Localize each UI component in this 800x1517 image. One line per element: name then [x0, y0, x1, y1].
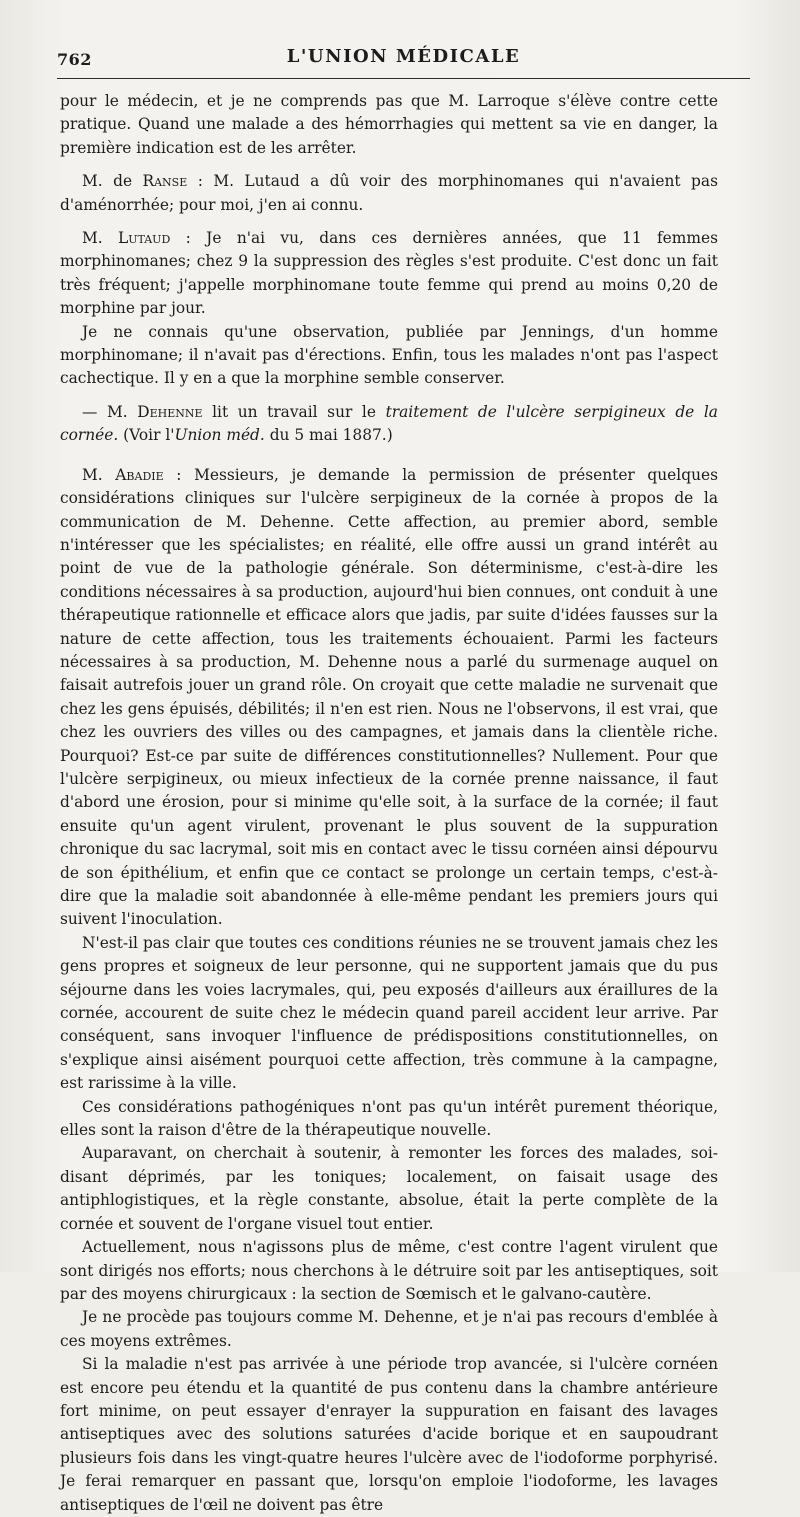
paragraph-dehenne	[60, 401, 718, 448]
paragraph-abadie	[60, 464, 718, 932]
paragraph-conditions: N'est-il pas clair que toutes ces conditions réunies ne se trouvent jamais chez les gens propres et soigneux de leur personne, qui ne supportent jamais que du pus séjourne dans les voies lacrymales, qui, peu exposés d'ailleurs aux éraillures de la cornée, accourent de suite chez le médecin quand pareil accident leur arrive. Par conséquent, sans invoquer l'influence de prédispositions constitutionnelles, on s'explique ainsi aisément pourquoi cette affection, très commune à la campagne, est rarissime à la ville.	[60, 933, 718, 1093]
paragraph-currently: Actuellement, nous n'agissons plus de même, c'est contre l'agent virulent que sont dirigés nos efforts; nous cherchons à le détruire soit par les antiseptiques, soit par des moyens chirurgicaux : la section de Sœmisch et le galvano-cautère.	[60, 1238, 718, 1303]
paragraph-pathogeny: Ces considérations pathogéniques n'ont pas qu'un intérêt purement théorique, elles sont la raison d'être de la thérapeutique nouvelle.	[60, 1097, 718, 1140]
paragraph-text: du 5 mai 1887.)	[269, 426, 393, 445]
paragraph-text: : Messieurs, je demande la permission de présenter quelques considérations cliniques sur l'ulcère serpigineux de la cornée à propos de la communication de M. Dehenne. Cette affection, au premier abord, semble n'intéresser que les spécialistes; en réalité, elle offre aussi un grand intérêt au point de vue de la pathologie générale. Son déterminisme, c'est-à-dire les conditions nécessaires à sa production, aujourd'hui bien connues, ont conduit à une thérapeutique rationnelle et efficace alors que jadis, par suite d'idées fausses sur la nature de cette affection, tous les traitements échouaient. Parmi les facteurs nécessaires à sa production, M. Dehenne nous a parlé du surmenage auquel on faisait autrefois jouer un grand rôle. On croyait que cette maladie ne survenait que chez les gens épuisés, débilités; il n'en est rien. Nous ne l'observons, il est vrai, que chez les ouvriers des villes ou des campagnes, et jamais dans la clientèle riche. Pourquoi? Est-ce par suite de différences constitutionnelles? Nullement. Pour que l'ulcère serpigineux, ou mieux infectieux de la cornée prenne naissance, il faut d'abord une érosion, pour si minime qu'elle soit, à la surface de la cornée; il faut ensuite qu'un agent virulent, provenant le plus souvent de la suppuration chronique du sac lacrymal, soit mis en contact avec le tissu cornéen ainsi dépourvu de son épithélium, et enfin que ce contact se prolonge un certain temps, c'est-à-dire que la maladie soit abandonnée à elle-même pendant les premiers jours qui suivent l'inoculation.	[60, 465, 718, 929]
page-header	[57, 46, 750, 79]
body-text	[60, 90, 718, 1517]
paragraph-text: lit un travail sur le	[212, 402, 376, 421]
speaker-prefix: M. de	[82, 172, 133, 191]
speaker-prefix: — M.	[82, 402, 128, 421]
paragraph-text: : M. Lutaud a dû voir des morphinomanes qui n'avaient pas d'aménorrhée; pour moi, j'en ai connu.	[60, 172, 718, 214]
speaker-name: Abadie	[115, 465, 164, 484]
paragraph-continuation: pour le médecin, et je ne comprends pas que M. Larroque s'élève contre cette pratique. Quand une malade a des hémorrhagies qui mettent sa vie en danger, la première indication est de les arrêter.	[60, 92, 718, 157]
speaker-name: Lutaud	[118, 229, 171, 248]
paragraph-treatment: Si la maladie n'est pas arrivée à une période trop avancée, si l'ulcère cornéen est encore peu étendu et la quantité de pus contenu dans la chambre antérieure fort minime, on peut essayer d'enrayer la suppuration en faisant des lavages antiseptiques avec des solutions saturées d'acide borique et en saupoudrant plusieurs fois dans les vingt-quatre heures l'ulcère avec de l'iodoforme porphyrisé. Je ferai remarquer en passant que, lorsqu'on emploie l'iodoforme, les lavages antiseptiques de l'œil ne doivent pas être	[60, 1355, 718, 1514]
page-number: 762	[57, 50, 92, 69]
paragraph-previously: Auparavant, on cherchait à soutenir, à remonter les forces des malades, soi-disant déprimés, par les toniques; localement, on faisait usage des antiphlogistiques, et la règle constante, absolue, était la perte complète de la cornée et souvent de l'organe visuel tout entier.	[60, 1144, 718, 1233]
speaker-prefix: M.	[82, 465, 103, 484]
speaker-name: Ranse	[142, 172, 188, 191]
paragraph-ranse	[60, 170, 718, 217]
paragraph-text: (Voir l'	[123, 426, 175, 445]
paragraph-lutaud	[60, 227, 718, 321]
journal-name: Union méd.	[174, 426, 265, 445]
paragraph-jennings: Je ne connais qu'une observation, publiée par Jennings, d'un homme morphinomane; il n'avait pas d'érections. Enfin, tous les malades n'ont pas l'aspect cachectique. Il y en a que la morphine semble conserver.	[60, 322, 718, 388]
running-title: L'UNION MÉDICALE	[286, 46, 521, 67]
paragraph-text: : Je n'ai vu, dans ces dernières années, que 11 femmes morphinomanes; chez 9 la suppression des règles s'est produite. C'est donc un fait très fréquent; j'appelle morphinomane toute femme qui prend au moins 0,20 de morphine par jour.	[60, 229, 718, 318]
speaker-name: Dehenne	[137, 402, 203, 421]
paragraph-method: Je ne procède pas toujours comme M. Dehenne, et je n'ai pas recours d'emblée à ces moyens extrêmes.	[60, 1308, 718, 1350]
speaker-prefix: M.	[82, 229, 103, 248]
work-title: traitement de l'ulcère serpigineux de la cornée.	[60, 402, 718, 445]
